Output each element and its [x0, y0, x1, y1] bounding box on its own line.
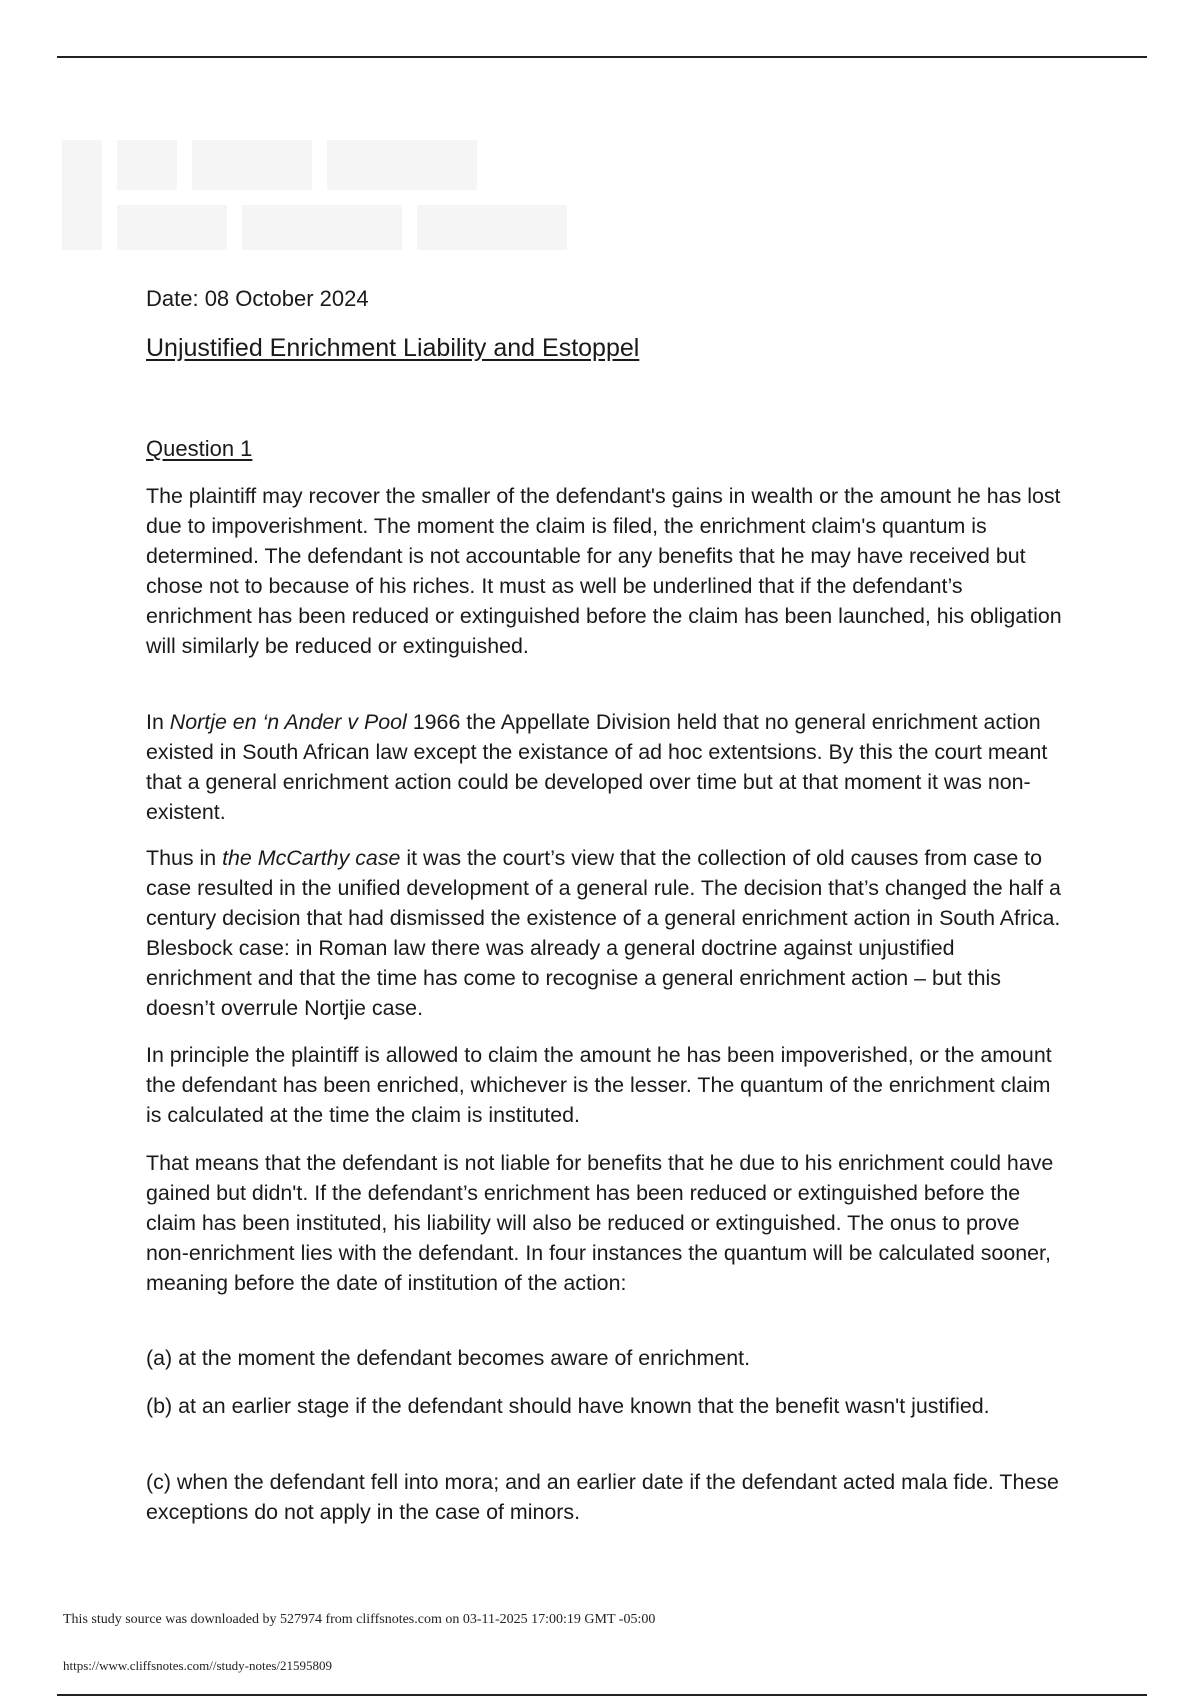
- paragraph-3: [146, 843, 1066, 1023]
- source-url-link[interactable]: https://www.cliffsnotes.com//study-notes/21595809: [63, 1658, 333, 1673]
- bottom-rule: [57, 1694, 1147, 1696]
- list-item-c: (c) when the defendant fell into mora; and an earlier date if the defendant acted mala fide. These exceptions do not apply in the case of minors.: [146, 1470, 1059, 1524]
- case-name-nortje: Nortje en ‘n Ander v Pool: [169, 710, 407, 734]
- case-name-mccarthy: the McCarthy case: [222, 846, 401, 870]
- paragraph-4: In principle the plaintiff is allowed to claim the amount he has been impoverished, or the amount the defendant has been enriched, whichever is the lesser. The quantum of the enrichment claim is calculated at the time the claim is instituted.: [146, 1043, 1052, 1127]
- download-source-note: This study source was downloaded by 527974 from cliffsnotes.com on 03-11-2025 17:00:19 GMT -05:00: [63, 1612, 656, 1627]
- paragraph-1: The plaintiff may recover the smaller of the defendant's gains in wealth or the amount he has lost due to impoverishment. The moment the claim is filed, the enrichment claim's quantum is determined. The defendant is not accountable for any benefits that he may have received but chose not to because of his riches. It must as well be underlined that if the defendant’s enrichment has been reduced or extinguished before the claim has been launched, his obligation will similarly be reduced or extinguished.: [146, 484, 1062, 658]
- paragraph-5: That means that the defendant is not liable for benefits that he due to his enrichment could have gained but didn't. If the defendant’s enrichment has been reduced or extinguished before the claim has been instituted, his liability will also be reduced or extinguished. The onus to prove non-enrichment lies with the defendant. In four instances the quantum will be calculated sooner, meaning before the date of institution of the action:: [146, 1151, 1054, 1295]
- paragraph-3-text: it was the court’s view that the collection of old causes from case to case resulted in the unified development of a general rule. The decision that’s changed the half a century decision that had dismissed the existence of a general enrichment action in South Africa. Blesbock case: in Roman law there was already a general doctrine against unjustified enrichment and that the time has come to recognise a general enrichment action – but this doesn’t overrule Nortjie case.: [146, 846, 1061, 1020]
- faint-watermark-logo: [62, 120, 582, 270]
- list-item-a: (a) at the moment the defendant becomes aware of enrichment.: [146, 1346, 751, 1370]
- top-rule: [57, 56, 1147, 58]
- question-heading: Question 1: [146, 436, 253, 461]
- document-date: Date: 08 October 2024: [146, 286, 369, 311]
- paragraph-2: [146, 707, 1066, 827]
- paragraph-2-text: 1966 the Appellate Division held that no general enrichment action existed in South African law except the existance of ad hoc extentsions. By this the court meant that a general enrichment action could be developed over time but at that moment it was non-existent.: [146, 710, 1048, 824]
- paragraph-2-prefix: In: [146, 710, 170, 734]
- paragraph-3-prefix: Thus in: [146, 846, 223, 870]
- document-title: Unjustified Enrichment Liability and Estoppel: [146, 334, 640, 362]
- list-item-b: (b) at an earlier stage if the defendant should have known that the benefit wasn't justified.: [146, 1394, 990, 1418]
